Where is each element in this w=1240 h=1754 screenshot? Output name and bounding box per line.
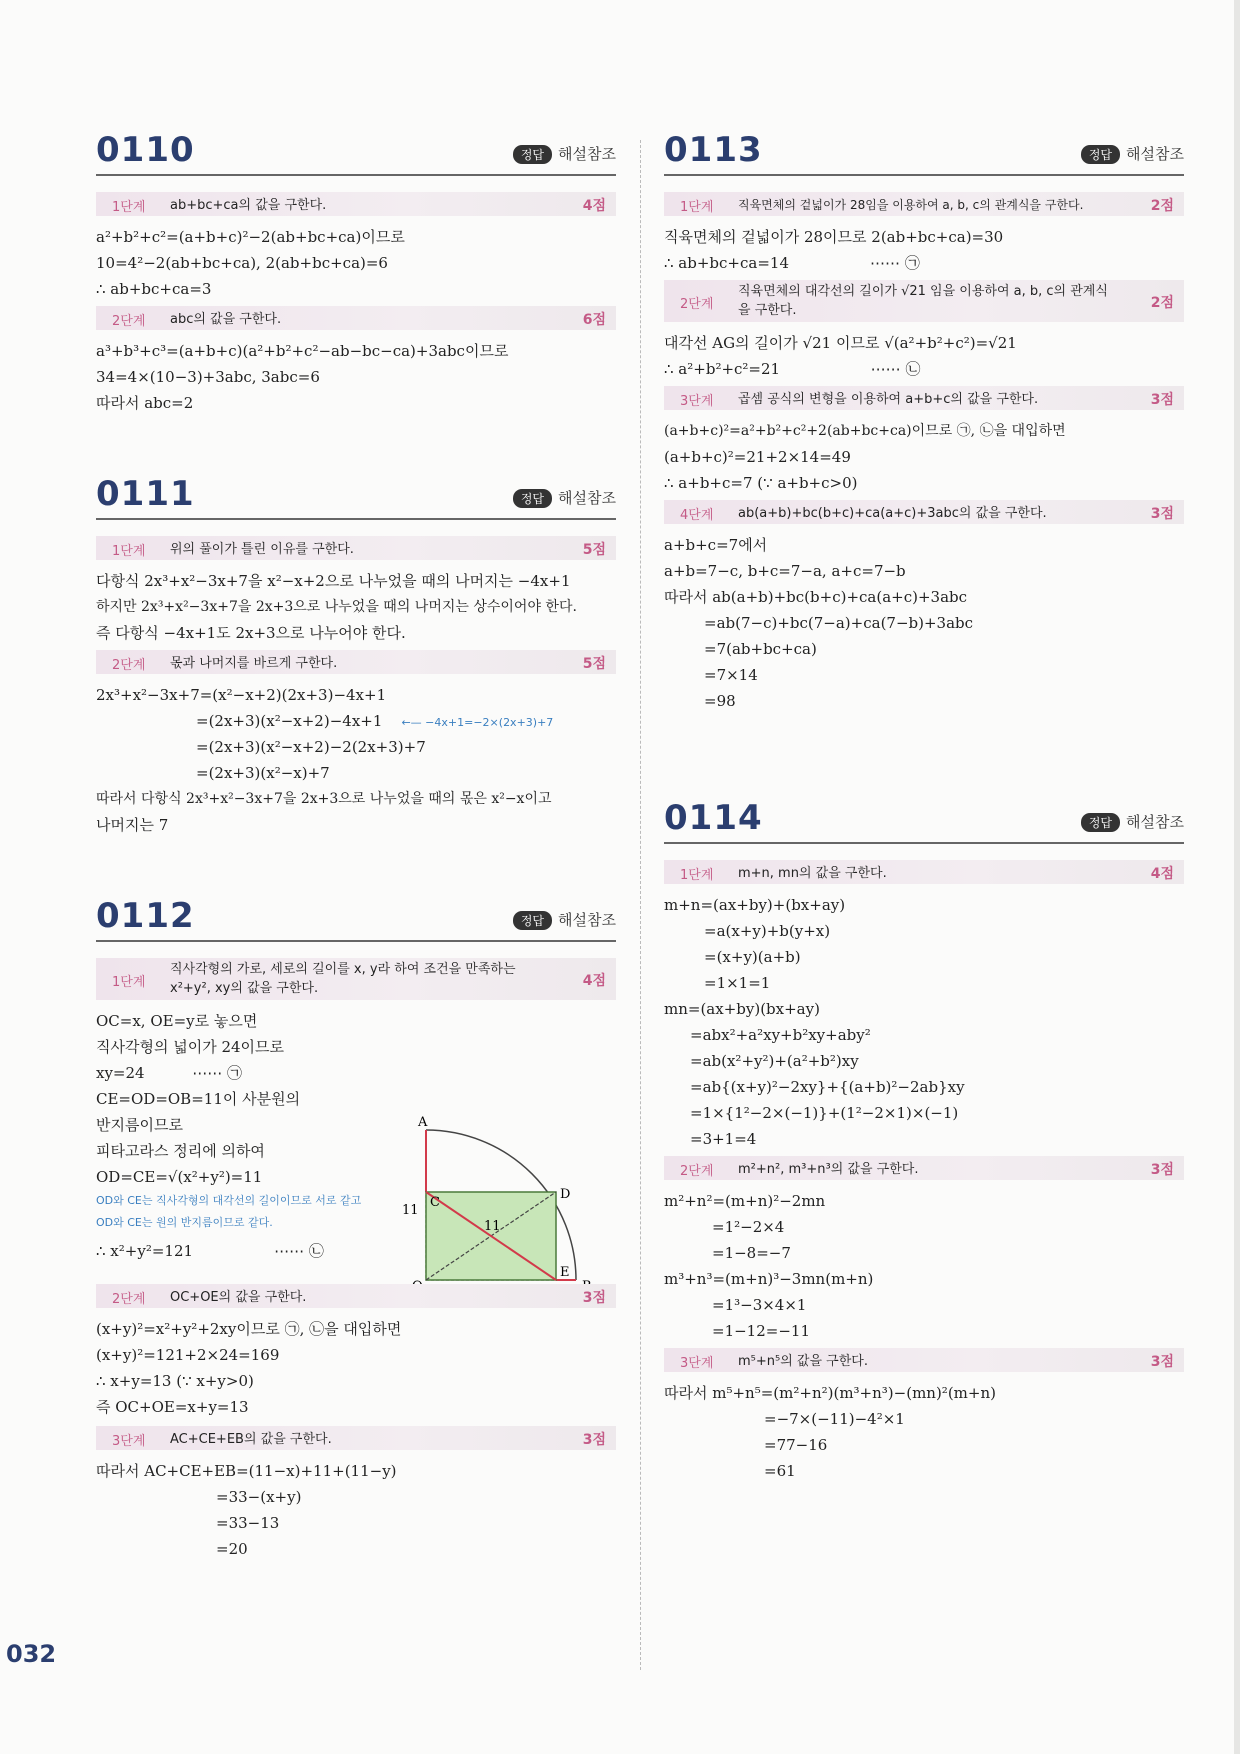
step-label: 3단계 bbox=[112, 1434, 146, 1449]
blue-note: OD와 CE는 직사각형의 대각선의 길이이므로 서로 같고 bbox=[96, 1194, 362, 1207]
problem-header bbox=[664, 124, 1184, 176]
step-bar bbox=[664, 280, 1184, 322]
step-points: 3점 bbox=[1150, 1354, 1174, 1370]
solution-line: =3+1=4 bbox=[690, 1130, 757, 1148]
step-label: 1단계 bbox=[112, 544, 146, 559]
solution-line: 따라서 AC+CE+EB=(11−x)+11+(11−y) bbox=[96, 1462, 397, 1480]
answer-badge: 정답 bbox=[1081, 813, 1120, 832]
solution-line: =(2x+3)(x²−x+2)−2(2x+3)+7 bbox=[196, 738, 426, 756]
solution-line: =1−12=−11 bbox=[712, 1322, 810, 1340]
solution-line: =7×14 bbox=[704, 666, 758, 684]
step-desc: AC+CE+EB의 값을 구한다. bbox=[170, 1432, 332, 1447]
step-points: 3점 bbox=[1150, 1162, 1174, 1178]
answer-text: 해설참조 bbox=[558, 145, 616, 163]
step-points: 3점 bbox=[582, 1432, 606, 1448]
solution-lines bbox=[664, 224, 1184, 276]
solution-line: =1³−3×4×1 bbox=[712, 1296, 807, 1314]
problem-header bbox=[96, 468, 616, 520]
solution-line: OD=CE=√(x²+y²)=11 bbox=[96, 1168, 263, 1186]
step-bar bbox=[96, 306, 616, 330]
answer-label bbox=[513, 143, 616, 164]
step-points: 5점 bbox=[582, 656, 606, 672]
step-bar bbox=[664, 1348, 1184, 1372]
solution-lines bbox=[96, 568, 616, 646]
solution-line: 10=4²−2(ab+bc+ca), 2(ab+bc+ca)=6 bbox=[96, 254, 388, 272]
step-points: 5점 bbox=[582, 542, 606, 558]
solution-line: =77−16 bbox=[764, 1436, 828, 1454]
problem-0110 bbox=[96, 124, 616, 416]
step-desc: m⁵+n⁵의 값을 구한다. bbox=[738, 1354, 868, 1369]
label-a: A bbox=[418, 1115, 428, 1130]
problem-0113 bbox=[664, 124, 1184, 714]
answer-text: 해설참조 bbox=[558, 489, 616, 507]
solution-line: 따라서 m⁵+n⁵=(m²+n²)(m³+n³)−(mn)²(m+n) bbox=[664, 1384, 996, 1402]
solution-line: 직육면체의 겉넓이가 28이므로 2(ab+bc+ca)=30 bbox=[664, 228, 1004, 246]
solution-lines bbox=[96, 1458, 616, 1562]
solution-lines bbox=[96, 682, 616, 838]
solution-line: =(x+y)(a+b) bbox=[704, 948, 801, 966]
step-desc: ab(a+b)+bc(b+c)+ca(a+c)+3abc의 값을 구한다. bbox=[738, 506, 1047, 521]
answer-badge: 정답 bbox=[1081, 145, 1120, 164]
step-label: 2단계 bbox=[112, 658, 146, 673]
step-desc: 직사각형의 가로, 세로의 길이를 x, y라 하여 조건을 만족하는 x²+y², xy의 값을 구한다. bbox=[170, 962, 516, 996]
solution-line: a+b=7−c, b+c=7−a, a+c=7−b bbox=[664, 562, 906, 580]
solution-lines bbox=[664, 418, 1184, 496]
step-desc: 직육면체의 겉넓이가 28임을 이용하여 a, b, c의 관계식을 구한다. bbox=[738, 198, 1084, 212]
solution-line: 따라서 다항식 2x³+x²−3x+7을 2x+3으로 나누었을 때의 몫은 x²−x이고 bbox=[96, 791, 552, 807]
step-desc: OC+OE의 값을 구한다. bbox=[170, 1290, 307, 1305]
solution-line: a³+b³+c³=(a+b+c)(a²+b²+c²−ab−bc−ca)+3abc이므로 bbox=[96, 342, 509, 360]
problem-number: 0110 bbox=[96, 130, 195, 170]
solution-line: 대각선 AG의 길이가 √21 이므로 √(a²+b²+c²)=√21 bbox=[664, 334, 1017, 352]
solution-line: =(2x+3)(x²−x)+7 bbox=[196, 764, 330, 782]
step-label: 4단계 bbox=[680, 508, 714, 523]
step-points: 4점 bbox=[582, 198, 606, 214]
step-bar bbox=[96, 650, 616, 674]
solution-line: 즉 다항식 −4x+1도 2x+3으로 나누어야 한다. bbox=[96, 624, 406, 642]
page-number: 032 bbox=[6, 1640, 57, 1668]
solution-line: =98 bbox=[704, 692, 736, 710]
solution-line: 직사각형의 넓이가 24이므로 bbox=[96, 1038, 285, 1056]
solution-line: =−7×(−11)−4²×1 bbox=[764, 1410, 905, 1428]
step-label: 1단계 bbox=[680, 200, 714, 215]
step-label: 1단계 bbox=[112, 975, 146, 990]
step-desc: m²+n², m³+n³의 값을 구한다. bbox=[738, 1162, 919, 1177]
solution-line: =1×1=1 bbox=[704, 974, 771, 992]
solution-line: 나머지는 7 bbox=[96, 816, 169, 834]
step-bar bbox=[96, 1426, 616, 1450]
answer-label bbox=[1081, 811, 1184, 832]
solution-line: 34=4×(10−3)+3abc, 3abc=6 bbox=[96, 368, 320, 386]
step-label: 1단계 bbox=[112, 200, 146, 215]
side-note: ←— −4x+1=−2×(2x+3)+7 bbox=[401, 716, 554, 729]
solution-line: ∴ ab+bc+ca=3 bbox=[96, 280, 212, 298]
solution-line: (x+y)²=121+2×24=169 bbox=[96, 1346, 280, 1364]
problem-header bbox=[96, 890, 616, 942]
solution-line: =ab(x²+y²)+(a²+b²)xy bbox=[690, 1052, 859, 1070]
step-points: 3점 bbox=[582, 1290, 606, 1306]
solution-lines bbox=[96, 224, 616, 302]
solution-lines bbox=[96, 1316, 616, 1420]
step-desc: 위의 풀이가 틀린 이유를 구한다. bbox=[170, 542, 354, 557]
answer-label bbox=[513, 487, 616, 508]
step-points: 3점 bbox=[1150, 506, 1174, 522]
solution-lines bbox=[664, 1380, 1184, 1484]
solution-line bbox=[96, 708, 616, 734]
problem-number: 0111 bbox=[96, 474, 195, 514]
step-points: 2점 bbox=[1150, 295, 1174, 311]
problem-number: 0113 bbox=[664, 130, 763, 170]
answer-text: 해설참조 bbox=[1126, 813, 1184, 831]
solution-line: =1²−2×4 bbox=[712, 1218, 785, 1236]
solution-line: =ab{(x+y)²−2xy}+{(a+b)²−2ab}xy bbox=[690, 1078, 965, 1096]
step-desc: abc의 값을 구한다. bbox=[170, 312, 282, 327]
step-bar bbox=[96, 958, 616, 1000]
solution-line: =abx²+a²xy+b²xy+aby² bbox=[690, 1026, 871, 1044]
page-edge bbox=[1234, 0, 1240, 1754]
step-label: 3단계 bbox=[680, 394, 714, 409]
solution-line: (a+b+c)²=21+2×14=49 bbox=[664, 448, 851, 466]
label-e: E bbox=[560, 1265, 570, 1280]
step-label: 2단계 bbox=[112, 314, 146, 329]
problem-0111 bbox=[96, 468, 616, 838]
answer-label bbox=[1081, 143, 1184, 164]
solution-line: =33−(x+y) bbox=[216, 1488, 302, 1506]
blue-note: OD와 CE는 원의 반지름이므로 같다. bbox=[96, 1216, 273, 1229]
solution-line: ∴ x+y=13 (∵ x+y>0) bbox=[96, 1372, 254, 1390]
solution-line: mn=(ax+by)(bx+ay) bbox=[664, 1000, 820, 1018]
solution-line: m²+n²=(m+n)²−2mn bbox=[664, 1192, 826, 1210]
step-points: 6점 bbox=[582, 312, 606, 328]
solution-lines bbox=[664, 532, 1184, 714]
solution-line: a²+b²+c²=(a+b+c)²−2(ab+bc+ca)이므로 bbox=[96, 228, 405, 246]
label-diagonal: 11 bbox=[484, 1219, 501, 1234]
step-bar bbox=[664, 386, 1184, 410]
answer-badge: 정답 bbox=[513, 489, 552, 508]
problem-number: 0114 bbox=[664, 798, 763, 838]
solution-line: 2x³+x²−3x+7=(x²−x+2)(2x+3)−4x+1 bbox=[96, 686, 387, 704]
solution-line: 따라서 ab(a+b)+bc(b+c)+ca(a+c)+3abc bbox=[664, 588, 968, 606]
step-points: 2점 bbox=[1150, 198, 1174, 214]
label-radius-vertical: 11 bbox=[402, 1203, 419, 1218]
step-points: 4점 bbox=[1150, 866, 1174, 882]
step-desc: m+n, mn의 값을 구한다. bbox=[738, 866, 887, 881]
solution-line: ∴ x²+y²=121 ⋯⋯ ㉡ bbox=[96, 1242, 324, 1260]
label-c: C bbox=[430, 1195, 440, 1210]
solution-line: =ab(7−c)+bc(7−a)+ca(7−b)+3abc bbox=[704, 614, 974, 632]
solution-line: ∴ a²+b²+c²=21 ⋯⋯ ㉡ bbox=[664, 360, 921, 378]
problem-header bbox=[96, 124, 616, 176]
solution-line: (x+y)²=x²+y²+2xy이므로 ㉠, ㉡을 대입하면 bbox=[96, 1320, 402, 1338]
step-bar bbox=[96, 192, 616, 216]
step-points: 4점 bbox=[582, 973, 606, 989]
solution-line: 다항식 2x³+x²−3x+7을 x²−x+2으로 나누었을 때의 나머지는 −4x+1 bbox=[96, 572, 571, 590]
step-desc: 곱셈 공식의 변형을 이용하여 a+b+c의 값을 구한다. bbox=[738, 392, 1039, 407]
solution-line: =61 bbox=[764, 1462, 796, 1480]
solution-line: 즉 OC+OE=x+y=13 bbox=[96, 1398, 249, 1416]
answer-text: 해설참조 bbox=[1126, 145, 1184, 163]
problem-0114 bbox=[664, 792, 1184, 1484]
solution-line: (a+b+c)²=a²+b²+c²+2(ab+bc+ca)이므로 ㉠, ㉡을 대입하면 bbox=[664, 423, 1066, 439]
solution-line: a+b+c=7에서 bbox=[664, 536, 768, 554]
solution-line: ∴ a+b+c=7 (∵ a+b+c>0) bbox=[664, 474, 858, 492]
step-bar bbox=[96, 536, 616, 560]
step-bar bbox=[664, 1156, 1184, 1180]
solution-line: 하지만 2x³+x²−3x+7을 2x+3으로 나누었을 때의 나머지는 상수이어야 한다. bbox=[96, 599, 577, 615]
answer-badge: 정답 bbox=[513, 911, 552, 930]
label-d: D bbox=[560, 1187, 571, 1202]
answer-badge: 정답 bbox=[513, 145, 552, 164]
solution-line: =7(ab+bc+ca) bbox=[704, 640, 817, 658]
step-label: 2단계 bbox=[680, 297, 714, 312]
step-bar bbox=[664, 860, 1184, 884]
solution-line: =1−8=−7 bbox=[712, 1244, 791, 1262]
solution-lines bbox=[664, 892, 1184, 1152]
step-desc: ab+bc+ca의 값을 구한다. bbox=[170, 198, 327, 213]
solution-line: ∴ ab+bc+ca=14 ⋯⋯ ㉠ bbox=[664, 254, 920, 272]
step-desc: 몫과 나머지를 바르게 구한다. bbox=[170, 656, 338, 671]
step-label: 2단계 bbox=[112, 1292, 146, 1307]
answer-label bbox=[513, 909, 616, 930]
solution-line: m³+n³=(m+n)³−3mn(m+n) bbox=[664, 1270, 874, 1288]
equation: =(2x+3)(x²−x+2)−4x+1 bbox=[196, 712, 383, 730]
solution-line: =1×{1²−2×(−1)}+(1²−2×1)×(−1) bbox=[690, 1104, 959, 1122]
solution-lines bbox=[664, 330, 1184, 382]
solution-lines bbox=[664, 1188, 1184, 1344]
solution-line: =20 bbox=[216, 1540, 248, 1558]
step-bar bbox=[664, 500, 1184, 524]
solution-line: =a(x+y)+b(y+x) bbox=[704, 922, 831, 940]
solution-line: 따라서 abc=2 bbox=[96, 394, 194, 412]
step-points: 3점 bbox=[1150, 392, 1174, 408]
solution-line: OC=x, OE=y로 놓으면 bbox=[96, 1012, 258, 1030]
solution-lines bbox=[96, 1008, 616, 1278]
step-desc: 직육면체의 대각선의 길이가 √21 임을 이용하여 a, b, c의 관계식을 구한다. bbox=[738, 284, 1108, 318]
solution-line: 피타고라스 정리에 의하여 bbox=[96, 1142, 265, 1160]
solution-line: =33−13 bbox=[216, 1514, 280, 1532]
answer-text: 해설참조 bbox=[558, 911, 616, 929]
solution-line: xy=24 ⋯⋯ ㉠ bbox=[96, 1064, 243, 1082]
solution-line: CE=OD=OB=11이 사분원의 bbox=[96, 1090, 301, 1108]
step-label: 1단계 bbox=[680, 868, 714, 883]
solution-line: 반지름이므로 bbox=[96, 1116, 183, 1134]
problem-0112 bbox=[96, 890, 616, 1562]
step-label: 3단계 bbox=[680, 1356, 714, 1371]
problem-number: 0112 bbox=[96, 896, 195, 936]
problem-header bbox=[664, 792, 1184, 844]
solution-lines bbox=[96, 338, 616, 416]
step-label: 2단계 bbox=[680, 1164, 714, 1179]
step-bar bbox=[96, 1284, 616, 1308]
solution-line: m+n=(ax+by)+(bx+ay) bbox=[664, 896, 846, 914]
column-divider bbox=[640, 140, 641, 1670]
step-bar bbox=[664, 192, 1184, 216]
